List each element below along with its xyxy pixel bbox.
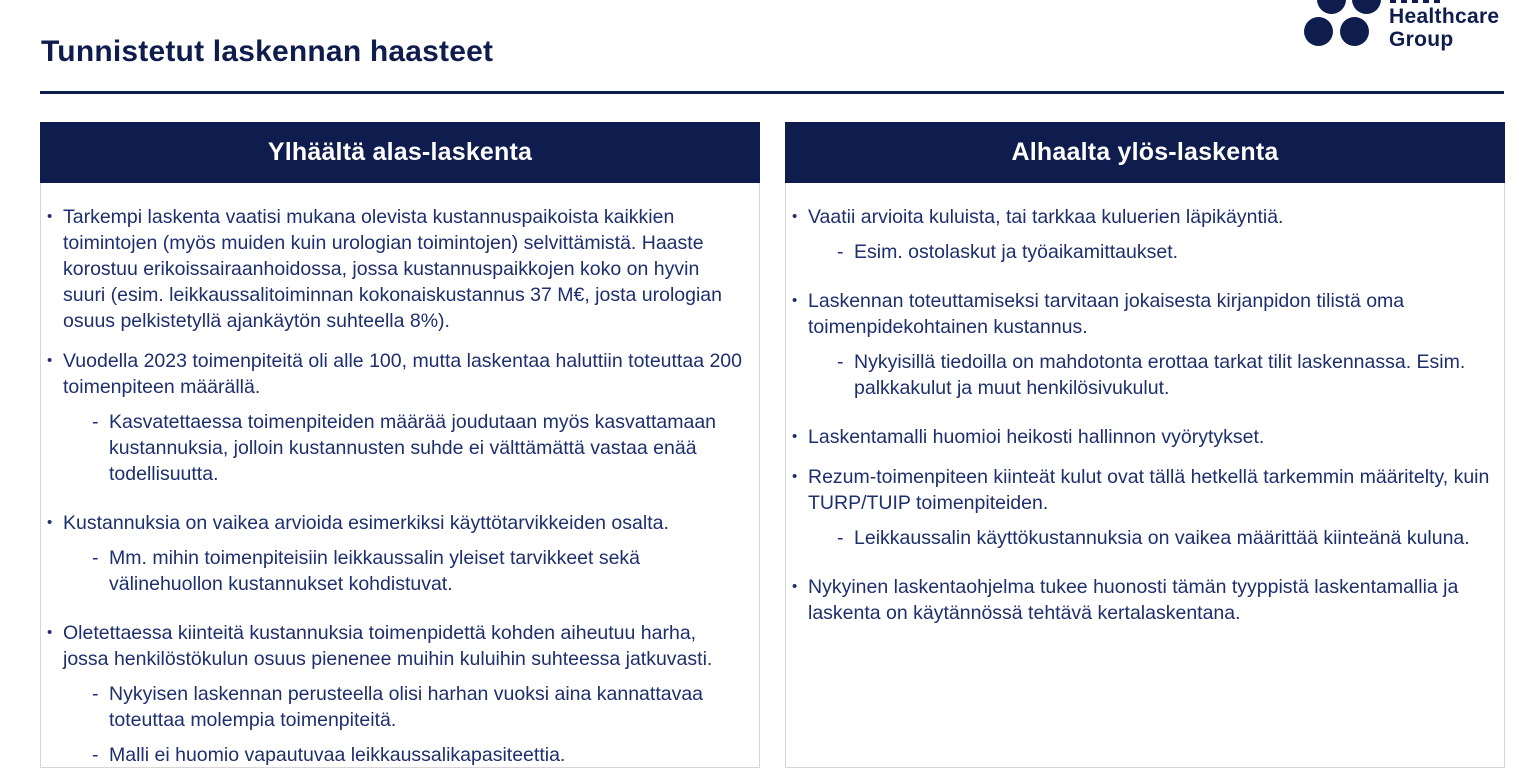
- list-item: [47, 510, 745, 606]
- logo-wordmark-line2: Group: [1389, 28, 1454, 51]
- bullet-text: Vuodella 2023 toimenpiteitä oli alle 100, mutta laskentaa haluttiin toteuttaa 200 toimenpiteen määrällä.: [63, 350, 742, 398]
- bullet-text: Laskennan toteuttamiseksi tarvitaan jokaisesta kirjanpidon tilistä oma toimenpidekohtainen kustannus.: [808, 290, 1405, 338]
- bullet-icon: •: [792, 292, 798, 309]
- logo-wordmark-line1: Healthcare: [1389, 5, 1500, 28]
- sub-list-item: [837, 349, 1490, 401]
- bullet-text: Rezum-toimenpiteen kiinteät kulut ovat tällä hetkellä tarkemmin määritelty, kuin TURP/TUIP toimenpiteiden.: [808, 466, 1490, 514]
- list-item: [47, 348, 745, 496]
- list-item: [792, 574, 1490, 626]
- sub-bullet-list: [92, 545, 745, 597]
- dash-icon: -: [92, 683, 99, 705]
- list-item: [792, 424, 1490, 450]
- bullet-icon: •: [792, 428, 798, 445]
- bullet-icon: •: [47, 624, 53, 641]
- bullet-icon: •: [47, 352, 53, 369]
- sub-bullet-text: Mm. mihin toimenpiteisiin leikkaussalin yleiset tarvikkeet sekä välinehuollon kustannukset kohdistuvat.: [109, 547, 641, 595]
- sub-list-item: [837, 525, 1490, 551]
- bullet-text: Oletettaessa kiinteitä kustannuksia toimenpidettä kohden aiheutuu harha, jossa henkilöstökulun osuus pienenee muihin kuluihin suhteessa jatkuvasti.: [63, 622, 713, 670]
- bullet-text: Kustannuksia on vaikea arvioida esimerkiksi käyttötarvikkeiden osalta.: [63, 512, 669, 534]
- card-bottom-up-calculation: [785, 122, 1505, 768]
- bullet-text: Tarkempi laskenta vaatisi mukana olevista kustannuspaikoista kaikkien toimintojen (myös muiden kuin urologian toimintojen) selvittämistä. Haaste korostuu erikoissairaanhoidossa, jossa kustannuspaikkojen koko on hyvin suuri (esim. leikkaussalitoiminnan kokonaiskustannus 37 M€, josta urologian osuus pelkistetyllä ajankäytön suhteella 8%).: [63, 206, 723, 332]
- logo-dot-icon: [1317, 0, 1346, 14]
- bullet-list: [792, 204, 1490, 626]
- sub-list-item: [837, 239, 1490, 265]
- bullet-icon: •: [792, 468, 798, 485]
- sub-bullet-text: Malli ei huomio vapautuvaa leikkaussalikapasiteettia.: [109, 744, 566, 766]
- logo-dot-icon: [1304, 17, 1333, 46]
- list-item: [47, 204, 745, 334]
- dash-icon: -: [92, 411, 99, 433]
- bullet-text: Vaatii arvioita kuluista, tai tarkkaa kuluerien läpikäyntiä.: [808, 206, 1284, 228]
- page-title: Tunnistetut laskennan haasteet: [41, 35, 494, 69]
- bullet-text: Laskentamalli huomioi heikosti hallinnon vyörytykset.: [808, 426, 1265, 448]
- sub-bullet-text: Kasvatettaessa toimenpiteiden määrää joudutaan myös kasvattamaan kustannuksia, jolloin kustannusten suhde ei välttämättä vastaa enää todellisuutta.: [109, 411, 717, 485]
- card-header: [785, 122, 1505, 183]
- logo-dot-icon: [1340, 17, 1369, 46]
- bullet-icon: •: [47, 208, 53, 225]
- card-header: [40, 122, 760, 183]
- bullet-icon: •: [792, 208, 798, 225]
- card-top-down-calculation: [40, 122, 760, 768]
- sub-bullet-list: [837, 525, 1490, 551]
- dash-icon: -: [92, 547, 99, 569]
- logo-dot-icon: [1352, 0, 1381, 14]
- card-body: [40, 183, 760, 768]
- sub-list-item: [92, 409, 745, 487]
- logo-clipped-text-remnant: [1390, 0, 1444, 3]
- sub-bullet-list: [92, 409, 745, 487]
- sub-bullet-list: [92, 681, 745, 768]
- bullet-text: Nykyinen laskentaohjelma tukee huonosti tämän tyyppistä laskentamallia ja laskenta on käytännössä tehtävä kertalaskentana.: [808, 576, 1459, 624]
- list-item: [792, 204, 1490, 274]
- dash-icon: -: [92, 744, 99, 766]
- dash-icon: -: [837, 241, 844, 263]
- sub-bullet-text: Nykyisillä tiedoilla on mahdotonta erottaa tarkat tilit laskennassa. Esim. palkkakulut ja muut henkilösivukulut.: [854, 351, 1466, 399]
- sub-bullet-text: Nykyisen laskennan perusteella olisi harhan vuoksi aina kannattavaa toteuttaa molempia toimenpiteitä.: [109, 683, 704, 731]
- bullet-icon: •: [792, 578, 798, 595]
- sub-list-item: [92, 545, 745, 597]
- sub-bullet-list: [837, 239, 1490, 265]
- sub-list-item: [92, 742, 745, 768]
- sub-bullet-text: Esim. ostolaskut ja työaikamittaukset.: [854, 241, 1179, 263]
- bullet-list: [47, 204, 745, 768]
- column-header-label: Alhaalta ylös-laskenta: [1011, 138, 1279, 166]
- sub-bullet-list: [837, 349, 1490, 401]
- sub-bullet-text: Leikkaussalin käyttökustannuksia on vaikea määrittää kiinteänä kuluna.: [854, 527, 1470, 549]
- bullet-icon: •: [47, 514, 53, 531]
- list-item: [47, 620, 745, 768]
- dash-icon: -: [837, 351, 844, 373]
- title-divider: [40, 91, 1504, 94]
- column-header-label: Ylhäältä alas-laskenta: [267, 138, 533, 166]
- dash-icon: -: [837, 527, 844, 549]
- card-body: [785, 183, 1505, 768]
- list-item: [792, 464, 1490, 560]
- logo-wordmark: [1389, 5, 1499, 51]
- list-item: [792, 288, 1490, 410]
- sub-list-item: [92, 681, 745, 733]
